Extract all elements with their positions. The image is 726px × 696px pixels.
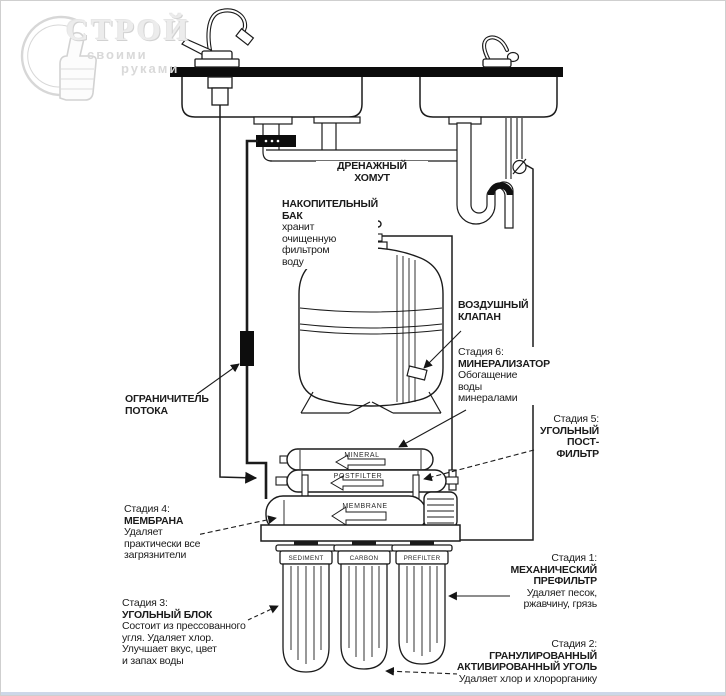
label-stage-6: Стадия 6: МИНЕРАЛИЗАТОР Обогащение воды минералами (458, 346, 550, 405)
postfilter-housing-label: POSTFILTER (333, 473, 383, 480)
flow-restrictor (240, 331, 254, 366)
sediment-filter (276, 545, 336, 672)
watermark-subtitle-2: руками (121, 61, 180, 76)
label-stage-2: Стадия 2: ГРАНУЛИРОВАННЫЙ АКТИВИРОВАННЫЙ УГОЛЬ Удаляет хлор и хлорорганику (456, 638, 597, 685)
carbon-filter (334, 545, 394, 669)
label-storage-tank: НАКОПИТЕЛЬНЫЙ БАК хранит очищенную фильтром воду (282, 198, 378, 268)
stage3-leader (248, 606, 278, 620)
label-stage-1: Стадия 1: МЕХАНИЧЕСКИЙ ПРЕФИЛЬТР Удаляет песок, ржавчину, грязь (510, 552, 597, 611)
filter-platform (261, 525, 460, 545)
main-faucet (483, 37, 519, 67)
stage6-leader (399, 410, 466, 447)
label-drain-clamp: ДРЕНАЖНЫЙ ХОМУТ (316, 161, 428, 184)
bottom-accent-strip (1, 692, 725, 695)
p-trap (457, 123, 513, 228)
drinking-faucet (182, 10, 253, 105)
drain-line (240, 141, 266, 499)
faucet-line (220, 105, 256, 478)
prefilter-cap-label: PREFILTER (403, 555, 441, 562)
membrane-housing-label: MEMBRANE (342, 503, 388, 510)
label-stage-4: Стадия 4: МЕМБРАНА Удаляет практически все загрязнители (124, 503, 201, 562)
carbon-cap-label: CARBON (349, 555, 379, 562)
drain-clamp (256, 135, 296, 147)
sink-bowls (182, 77, 557, 117)
stage5-leader (424, 450, 534, 479)
watermark-logo-icon (22, 17, 96, 100)
flow-restrictor-leader (197, 364, 239, 394)
sediment-cap-label: SEDIMENT (288, 555, 324, 562)
feed-valve (513, 159, 526, 174)
label-stage-3: Стадия 3: УГОЛЬНЫЙ БЛОК Состоит из прессованного угля. Удаляет хлор. Улучшает вкус, цвет и запах воды (122, 597, 246, 667)
mineral-housing-label: MINERAL (344, 452, 380, 459)
label-stage-5: Стадия 5: УГОЛЬНЫЙ ПОСТ- ФИЛЬТР (540, 413, 599, 460)
label-air-valve: ВОЗДУШНЫЙ КЛАПАН (458, 299, 529, 323)
counter-top (170, 67, 563, 77)
prefilter-filter (392, 545, 452, 664)
watermark-subtitle-1: своими (87, 47, 148, 62)
watermark-title: СТРОЙ (66, 12, 192, 47)
label-flow-restrictor: ОГРАНИЧИТЕЛЬ ПОТОКА (125, 393, 209, 417)
